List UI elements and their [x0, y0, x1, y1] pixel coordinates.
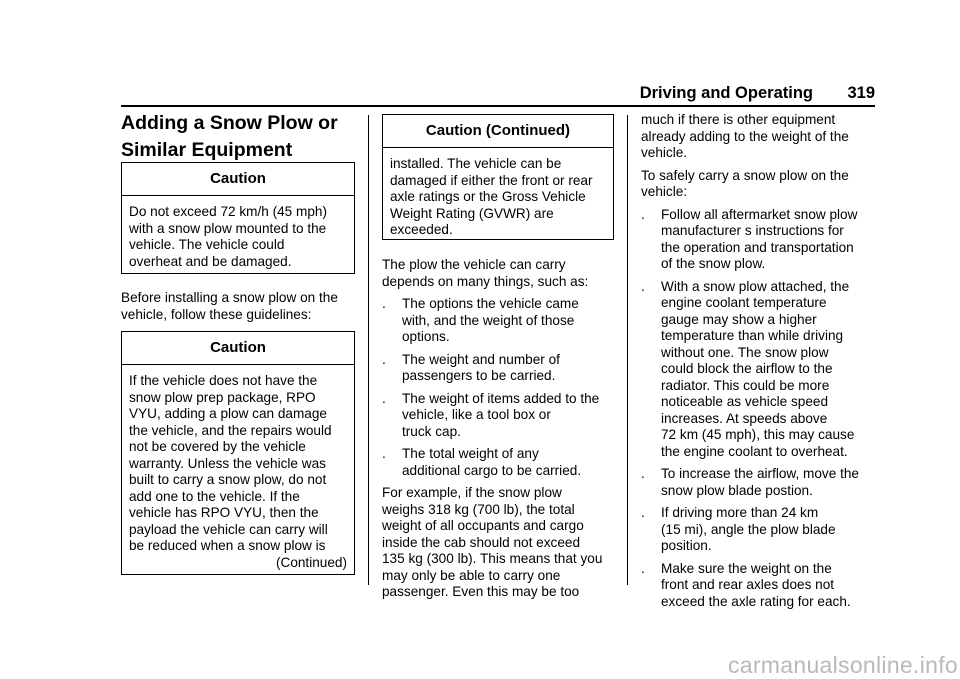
caution-line: exceeded.	[390, 222, 453, 237]
text-line: Make sure the weight on the	[661, 560, 832, 576]
bullet-item	[641, 505, 881, 555]
caution-heading: Caution (Continued)	[383, 115, 613, 148]
bullet-marker: .	[641, 466, 645, 481]
caution-line: with a snow plow mounted to the	[129, 220, 327, 236]
page-title	[121, 110, 356, 164]
text-line: already adding to the weight of the	[641, 128, 849, 144]
text-line: vehicle.	[641, 145, 688, 160]
text-line: front and rear axles does not	[661, 577, 835, 592]
text-line: truck cap.	[402, 423, 461, 439]
caution-line: If the vehicle does not have the	[129, 373, 318, 388]
caution-line: vehicle has RPO VYU, then the	[129, 505, 319, 520]
continued-paragraph	[641, 112, 881, 162]
bullet-item	[641, 207, 881, 273]
text-line: options.	[402, 329, 450, 344]
caution-line: VYU, adding a plow can damage	[129, 406, 327, 421]
column-2-text	[382, 257, 622, 601]
bullet-marker: .	[641, 505, 645, 520]
text-line: (15 mi), angle the plow blade	[661, 521, 836, 537]
text-line: The total weight of any	[402, 446, 539, 461]
caution-line: not be covered by the vehicle	[129, 439, 306, 454]
text-line: passenger. Even this may be too	[382, 584, 580, 599]
caution-line: warranty. Unless the vehicle was	[129, 455, 326, 471]
bullet-item	[382, 446, 622, 479]
bullet-item	[382, 352, 622, 385]
text-line: 135 kg (300 lb). This means that you	[382, 551, 603, 566]
continued-label: (Continued)	[275, 554, 347, 570]
text-line: with, and the weight of those	[402, 312, 575, 328]
caution-line: Weight Rating (GVWR) are	[390, 205, 554, 221]
text-line: If driving more than 24 km	[661, 505, 819, 520]
caution-box-1	[121, 162, 355, 274]
bullet-marker: .	[641, 206, 645, 222]
bullet-marker: .	[382, 351, 386, 367]
running-header	[628, 84, 875, 104]
intro-paragraph	[382, 257, 622, 290]
text-line: vehicle, like a tool box or	[402, 407, 551, 422]
text-line: Before installing a snow plow on the	[121, 290, 338, 305]
text-line: To safely carry a snow plow on the	[641, 167, 849, 183]
page-title-line: Similar Equipment	[121, 139, 293, 161]
caution-heading: Caution	[122, 163, 354, 196]
caution-line: payload the vehicle can carry will	[129, 521, 328, 537]
text-line: weight of all occupants and cargo	[382, 518, 584, 533]
column-divider-2	[627, 115, 628, 585]
section-title: Driving and Operating	[639, 84, 813, 102]
text-line: vehicle:	[641, 184, 688, 199]
page-number: 319	[847, 84, 875, 102]
caution-line: axle ratings or the Gross Vehicle	[390, 189, 586, 204]
text-line: could block the airflow to the	[661, 361, 833, 376]
bullet-marker: .	[382, 446, 386, 461]
text-line: The weight of items added to the	[402, 390, 600, 406]
bullet-marker: .	[382, 296, 386, 311]
caution-line: snow plow prep package, RPO	[129, 389, 316, 405]
text-line: increases. At speeds above	[661, 410, 828, 426]
text-line: without one. The snow plow	[661, 344, 829, 360]
caution-line: overheat and be damaged.	[129, 253, 292, 269]
text-line: much if there is other equipment	[641, 112, 836, 127]
caution-line: Do not exceed 72 km/h (45 mph)	[129, 204, 327, 219]
example-paragraph	[382, 485, 622, 601]
instruction-paragraph	[641, 168, 881, 201]
bullet-item	[382, 296, 622, 346]
text-line: additional cargo to be carried.	[402, 462, 582, 478]
bullet-marker: .	[382, 390, 386, 406]
text-line: weighs 318 kg (700 lb), the total	[382, 501, 575, 517]
caution-body	[383, 148, 613, 245]
text-line: The weight and number of	[402, 351, 560, 367]
caution-line: the vehicle, and the repairs would	[129, 422, 332, 438]
text-line: temperature than while driving	[661, 328, 844, 343]
text-line: The options the vehicle came	[402, 296, 579, 311]
text-line: inside the cab should not exceed	[382, 534, 581, 550]
bullet-marker: .	[641, 278, 645, 294]
text-line: the engine coolant to overheat.	[661, 443, 848, 459]
bullet-item	[382, 391, 622, 441]
text-line: exceed the axle rating for each.	[661, 593, 851, 609]
caution-line: vehicle. The vehicle could	[129, 237, 285, 252]
text-line: position.	[661, 538, 712, 553]
column-divider-1	[368, 115, 369, 585]
watermark: carmanualsonline.info	[727, 652, 958, 678]
bullet-marker: .	[641, 560, 645, 576]
header-rule	[121, 105, 875, 107]
caution-body	[122, 196, 354, 276]
text-line: gauge may show a higher	[661, 311, 817, 327]
text-line: Follow all aftermarket snow plow	[661, 206, 858, 222]
text-line: noticeable as vehicle speed	[661, 394, 829, 409]
text-line: For example, if the snow plow	[382, 485, 562, 500]
bullet-item	[641, 561, 881, 611]
caution-line: damaged if either the front or rear	[390, 172, 593, 188]
text-line: of the snow plow.	[661, 256, 766, 271]
text-line: vehicle, follow these guidelines:	[121, 306, 312, 322]
caution-box-continued	[382, 114, 614, 240]
text-line: engine coolant temperature	[661, 295, 827, 310]
caution-line: be reduced when a snow plow is	[129, 538, 326, 553]
caution-line: built to carry a snow plow, do not	[129, 472, 327, 487]
text-line: passengers to be carried.	[402, 368, 556, 383]
page-title-line: Adding a Snow Plow or	[121, 112, 338, 134]
text-line: depends on many things, such as:	[382, 273, 589, 289]
bullet-item	[641, 466, 881, 499]
text-line: snow plow blade postion.	[661, 482, 813, 498]
text-line: radiator. This could be more	[661, 377, 830, 393]
text-line: To increase the airflow, move the	[661, 466, 859, 481]
text-line: The plow the vehicle can carry	[382, 257, 566, 272]
text-line: 72 km (45 mph), this may cause	[661, 427, 855, 442]
text-line: manufacturer s instructions for	[661, 223, 844, 238]
text-line: the operation and transportation	[661, 239, 854, 255]
caution-box-2	[121, 331, 355, 575]
column-3-text	[641, 112, 881, 616]
bullet-item	[641, 279, 881, 461]
caution-line: installed. The vehicle can be	[390, 156, 562, 171]
caution-body	[122, 365, 354, 577]
caution-heading: Caution	[122, 332, 354, 365]
text-line: may only be able to carry one	[382, 567, 561, 583]
intro-paragraph	[121, 290, 361, 323]
text-line: With a snow plow attached, the	[661, 278, 850, 294]
caution-line: add one to the vehicle. If the	[129, 488, 300, 504]
